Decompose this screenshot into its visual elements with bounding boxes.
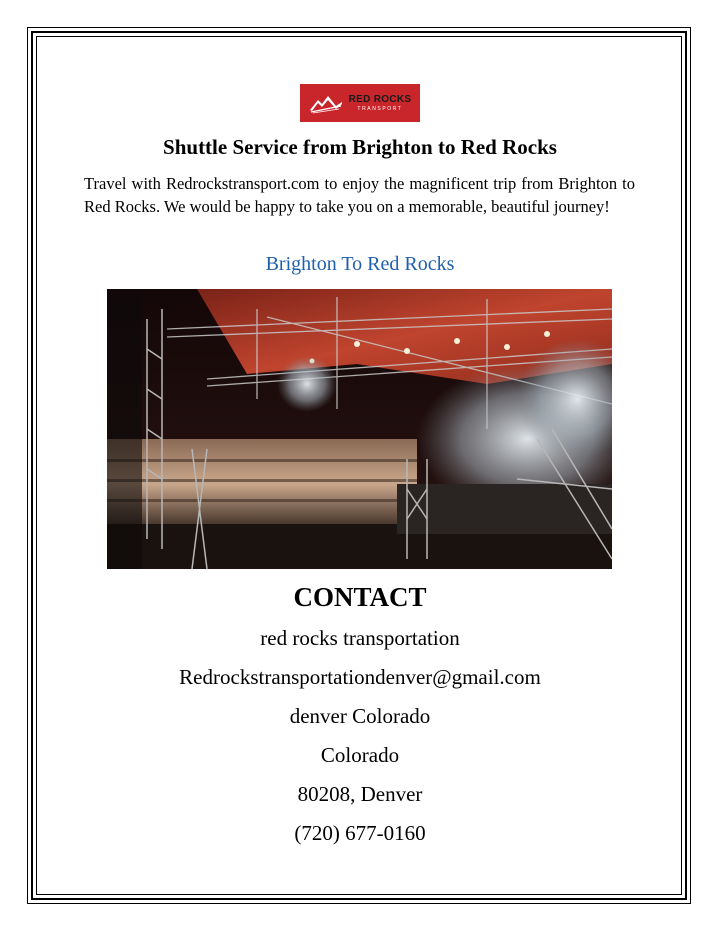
intro-paragraph: Travel with Redrockstransport.com to enjoy the magnificent trip from Brighton to Red Rocks. We would be happy to take you on a memorable, beautiful journey! bbox=[84, 174, 635, 216]
contact-city: denver Colorado bbox=[289, 704, 431, 728]
mountain-logo-icon bbox=[309, 92, 343, 114]
brighton-to-red-rocks-link[interactable]: Brighton To Red Rocks bbox=[265, 253, 455, 275]
contact-heading: CONTACT bbox=[293, 582, 427, 612]
logo-tagline: TRANSPORT bbox=[357, 105, 403, 112]
red-rocks-logo bbox=[300, 84, 420, 122]
contact-company: red rocks transportation bbox=[260, 626, 460, 650]
contact-zip: 80208, Denver bbox=[297, 782, 423, 806]
page-title: Shuttle Service from Brighton to Red Rocks bbox=[163, 135, 557, 159]
logo-name: RED ROCKS bbox=[348, 93, 412, 105]
logo-wordmark bbox=[349, 95, 412, 112]
contact-phone[interactable]: (720) 677-0160 bbox=[294, 821, 426, 845]
concert-photo bbox=[107, 289, 612, 569]
contact-state: Colorado bbox=[320, 743, 400, 767]
contact-email[interactable]: Redrockstransportationdenver@gmail.com bbox=[179, 665, 541, 689]
